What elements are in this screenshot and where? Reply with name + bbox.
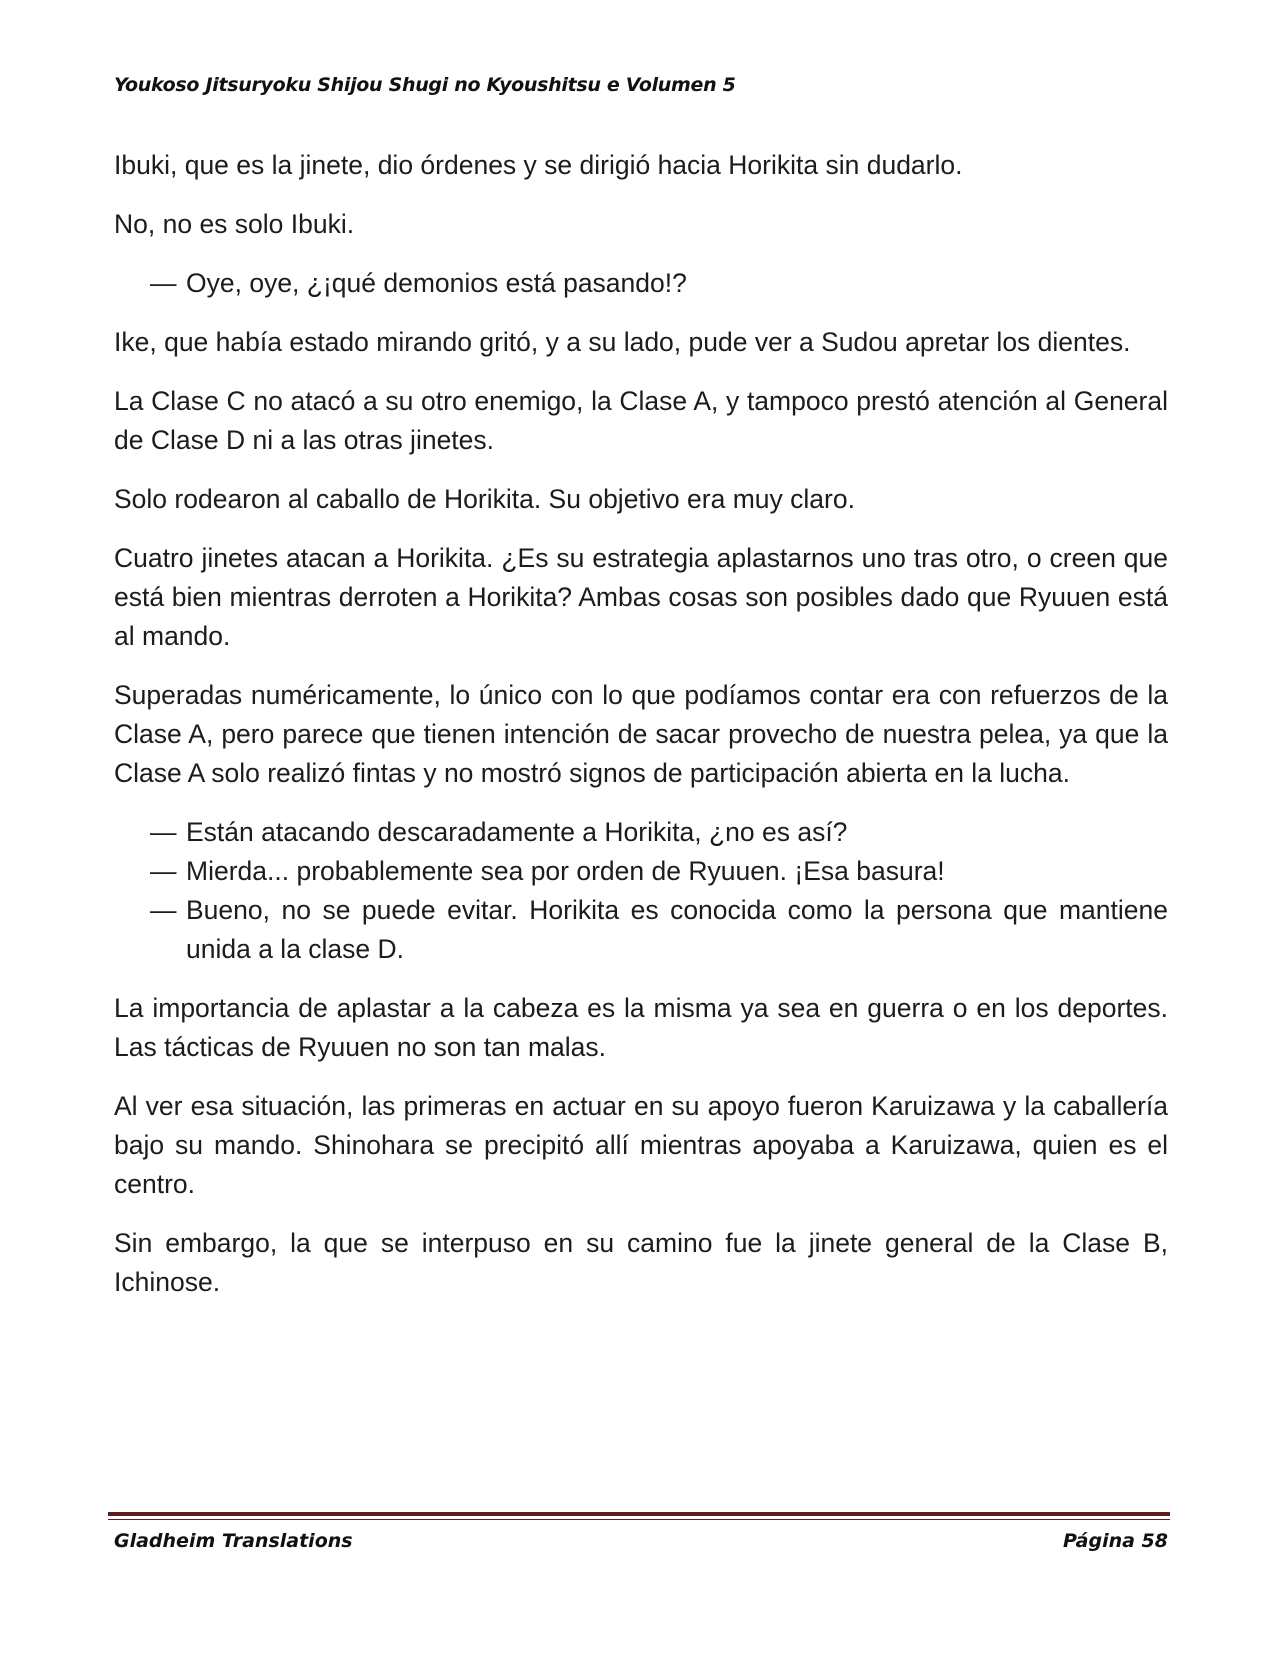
dialogue-1 (114, 264, 1168, 303)
dialogue-block (114, 813, 1168, 969)
dialogue-text: Están atacando descaradamente a Horikita, ¿no es así? (186, 817, 848, 847)
paragraph-9: Al ver esa situación, las primeras en actuar en su apoyo fueron Karuizawa y la caballería bajo su mando. Shinohara se precipitó allí mientras apoyaba a Karuizawa, quien es el centro. (114, 1091, 1168, 1199)
footer-rule-thin (108, 1519, 1170, 1520)
dialogue-text: Oye, oye, ¿¡qué demonios está pasando!? (186, 268, 687, 298)
running-header: Youkoso Jitsuryoku Shijou Shugi no Kyoushitsu e Volumen 5 (114, 74, 736, 96)
paragraph-7: Superadas numéricamente, lo único con lo que podíamos contar era con refuerzos de la Clase A, pero parece que tienen intención de sacar provecho de nuestra pelea, ya que la Clase A solo realizó fintas y no mostró signos de participación abierta en la lucha. (114, 680, 1168, 788)
dialogue-dash: — (150, 268, 177, 298)
dialogue-line-3 (150, 891, 1168, 969)
paragraph-10: Sin embargo, la que se interpuso en su camino fue la jinete general de la Clase B, Ichinose. (114, 1228, 1168, 1297)
dialogue-text: Bueno, no se puede evitar. Horikita es conocida como la persona que mantiene unida a la clase D. (186, 895, 1168, 964)
footer-rule (108, 1512, 1170, 1516)
dialogue-line-1 (150, 813, 1168, 852)
dialogue-dash: — (150, 895, 177, 925)
dialogue-line-2 (150, 852, 1168, 891)
paragraph-3: Ike, que había estado mirando gritó, y a su lado, pude ver a Sudou apretar los dientes. (114, 327, 1131, 357)
footer-credit: Gladheim Translations (114, 1530, 353, 1552)
dialogue-dash: — (150, 817, 177, 847)
paragraph-2: No, no es solo Ibuki. (114, 209, 355, 239)
dialogue-line (150, 264, 1168, 303)
paragraph-4: La Clase C no atacó a su otro enemigo, la Clase A, y tampoco prestó atención al General de Clase D ni a las otras jinetes. (114, 386, 1168, 455)
paragraph-6: Cuatro jinetes atacan a Horikita. ¿Es su estrategia aplastarnos uno tras otro, o creen que está bien mientras derroten a Horikita? Ambas cosas son posibles dado que Ryuuen está al mando. (114, 543, 1168, 651)
paragraph-5: Solo rodearon al caballo de Horikita. Su objetivo era muy claro. (114, 484, 855, 514)
dialogue-text: Mierda... probablemente sea por orden de Ryuuen. ¡Esa basura! (186, 856, 945, 886)
paragraph-1: Ibuki, que es la jinete, dio órdenes y se dirigió hacia Horikita sin dudarlo. (114, 150, 963, 180)
page-body (114, 146, 1168, 1322)
paragraph-8: La importancia de aplastar a la cabeza es la misma ya sea en guerra o en los deportes. Las tácticas de Ryuuen no son tan malas. (114, 993, 1168, 1062)
dialogue-dash: — (150, 856, 177, 886)
page-number: Página 58 (1062, 1530, 1168, 1552)
